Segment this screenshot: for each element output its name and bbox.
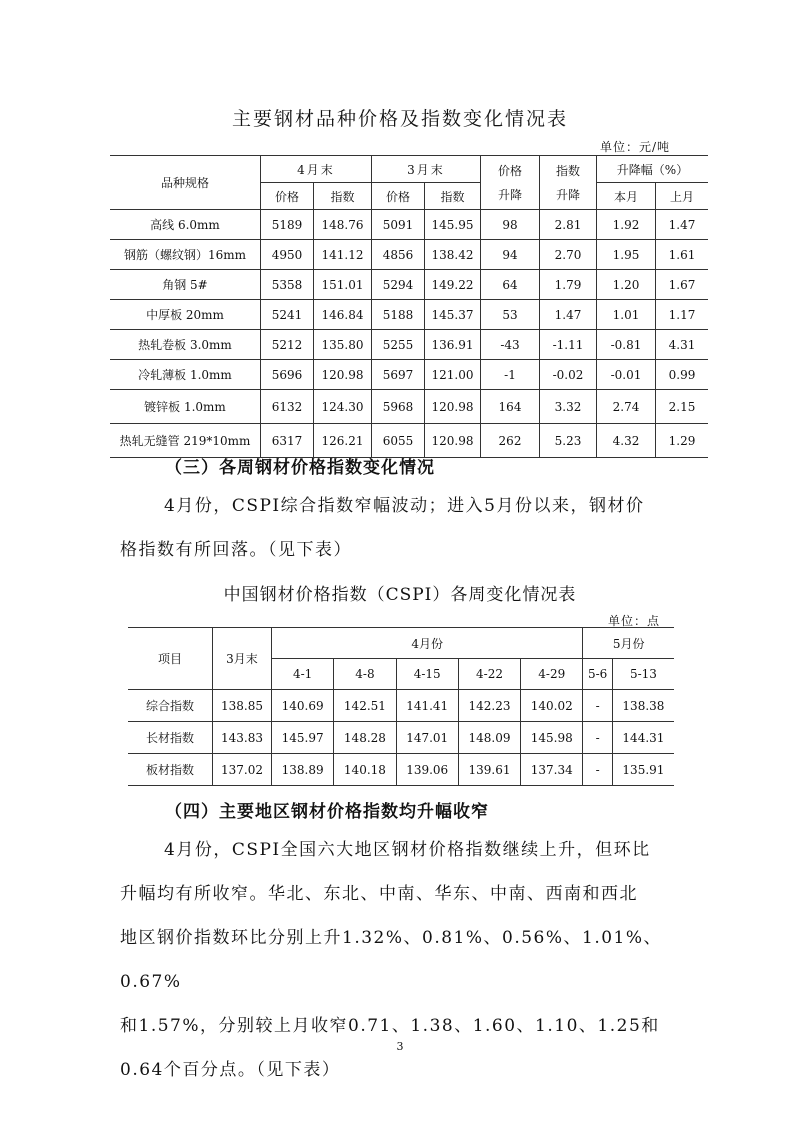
april-week-cell: 139.06 xyxy=(396,754,458,786)
index-name-cell: 板材指数 xyxy=(128,754,213,786)
table-row xyxy=(110,390,708,424)
section3-line-2: 格指数有所回落。（见下表） xyxy=(120,540,352,560)
week-header-apr: 4-22 xyxy=(458,659,520,690)
table2-unit: 单位：点 xyxy=(608,614,661,628)
product-name-cell: 钢筋（螺纹钢）16mm xyxy=(110,240,261,270)
apr-index-cell: 146.84 xyxy=(314,300,372,330)
pct-last-month-cell: 1.47 xyxy=(656,210,709,240)
product-name-cell: 角钢 5# xyxy=(110,270,261,300)
apr-price-cell: 4950 xyxy=(261,240,314,270)
subheader-apr-price: 价格 xyxy=(261,183,314,210)
april-week-cell: 137.34 xyxy=(521,754,583,786)
subheader-mar-index: 指数 xyxy=(425,183,481,210)
apr-price-cell: 5358 xyxy=(261,270,314,300)
subheader-last-month: 上月 xyxy=(656,183,709,210)
price-change-cell: -1 xyxy=(481,360,540,390)
mar-price-cell: 5697 xyxy=(372,360,425,390)
mar-price-cell: 5294 xyxy=(372,270,425,300)
pct-last-month-cell: 1.61 xyxy=(656,240,709,270)
price-change-cell: 262 xyxy=(481,424,540,458)
apr-index-cell: 151.01 xyxy=(314,270,372,300)
price-change-cell: 98 xyxy=(481,210,540,240)
mar-price-cell: 4856 xyxy=(372,240,425,270)
mar-price-cell: 5188 xyxy=(372,300,425,330)
table2-title: 中国钢材价格指数（CSPI）各周变化情况表 xyxy=(223,585,577,605)
section4-line-3: 地区钢价指数环比分别上升1.32%、0.81%、0.56%、1.01%、0.67% xyxy=(120,928,663,992)
week-header-apr: 4-15 xyxy=(396,659,458,690)
pct-this-month-cell: -0.01 xyxy=(597,360,656,390)
header-mar-end: 3月末 xyxy=(372,156,481,183)
price-change-cell: -43 xyxy=(481,330,540,360)
table1-header-row xyxy=(110,156,708,183)
index-change-cell: 1.79 xyxy=(540,270,597,300)
table1-body xyxy=(110,210,708,458)
table-row xyxy=(110,240,708,270)
product-name-cell: 中厚板 20mm xyxy=(110,300,261,330)
price-change-cell: 53 xyxy=(481,300,540,330)
april-week-cell: 142.51 xyxy=(334,690,396,722)
steel-price-table xyxy=(110,155,708,458)
section3-heading: （三）各周钢材价格指数变化情况 xyxy=(165,458,435,478)
apr-index-cell: 126.21 xyxy=(314,424,372,458)
price-change-cell: 64 xyxy=(481,270,540,300)
apr-price-cell: 5189 xyxy=(261,210,314,240)
page-number: 3 xyxy=(396,1040,404,1053)
april-week-cell: 148.28 xyxy=(334,722,396,754)
april-week-cell: 147.01 xyxy=(396,722,458,754)
table1-unit: 单位：元/吨 xyxy=(600,140,671,154)
index-change-cell: 1.47 xyxy=(540,300,597,330)
pct-last-month-cell: 0.99 xyxy=(656,360,709,390)
subheader-this-month: 本月 xyxy=(597,183,656,210)
pct-this-month-cell: 1.20 xyxy=(597,270,656,300)
header-price-change: 价格 升降 xyxy=(481,156,540,210)
apr-price-cell: 5696 xyxy=(261,360,314,390)
table-row xyxy=(110,360,708,390)
apr-price-cell: 5241 xyxy=(261,300,314,330)
price-change-cell: 94 xyxy=(481,240,540,270)
pct-last-month-cell: 1.17 xyxy=(656,300,709,330)
product-name-cell: 镀锌板 1.0mm xyxy=(110,390,261,424)
mar-price-cell: 5255 xyxy=(372,330,425,360)
pct-this-month-cell: 1.92 xyxy=(597,210,656,240)
header-product: 品种规格 xyxy=(110,156,261,210)
apr-index-cell: 141.12 xyxy=(314,240,372,270)
april-week-cell: 138.89 xyxy=(272,754,334,786)
section4-line-2: 升幅均有所收窄。华北、东北、中南、华东、中南、西南和西北 xyxy=(120,884,638,904)
section4-line-1: 4月份，CSPI全国六大地区钢材价格指数继续上升，但环比 xyxy=(164,840,651,860)
table2-header-row xyxy=(128,628,674,659)
may-week-cell: 138.38 xyxy=(612,690,674,722)
pct-this-month-cell: -0.81 xyxy=(597,330,656,360)
pct-this-month-cell: 2.74 xyxy=(597,390,656,424)
index-change-cell: -1.11 xyxy=(540,330,597,360)
header-mar-end: 3月末 xyxy=(213,628,272,690)
product-name-cell: 高线 6.0mm xyxy=(110,210,261,240)
mar-price-cell: 5968 xyxy=(372,390,425,424)
mar-index-cell: 149.22 xyxy=(425,270,481,300)
mar-price-cell: 5091 xyxy=(372,210,425,240)
table-row xyxy=(128,754,674,786)
pct-this-month-cell: 1.01 xyxy=(597,300,656,330)
mar-index-cell: 120.98 xyxy=(425,424,481,458)
pct-last-month-cell: 1.67 xyxy=(656,270,709,300)
pct-last-month-cell: 2.15 xyxy=(656,390,709,424)
april-week-cell: 142.23 xyxy=(458,690,520,722)
apr-index-cell: 120.98 xyxy=(314,360,372,390)
section3-line-1: 4月份，CSPI综合指数窄幅波动；进入5月份以来，钢材价 xyxy=(164,496,645,516)
april-week-cell: 145.98 xyxy=(521,722,583,754)
april-week-cell: 140.18 xyxy=(334,754,396,786)
april-week-cell: 145.97 xyxy=(272,722,334,754)
may-week-cell: - xyxy=(583,722,612,754)
header-apr-end: 4月末 xyxy=(261,156,372,183)
week-header-may: 5-6 xyxy=(583,659,612,690)
april-week-cell: 140.02 xyxy=(521,690,583,722)
table1-title: 主要钢材品种价格及指数变化情况表 xyxy=(231,108,568,130)
table-row xyxy=(128,690,674,722)
may-week-cell: - xyxy=(583,690,612,722)
index-change-cell: 5.23 xyxy=(540,424,597,458)
index-change-cell: -0.02 xyxy=(540,360,597,390)
mar-index-cell: 145.37 xyxy=(425,300,481,330)
mar-end-cell: 138.85 xyxy=(213,690,272,722)
table-row xyxy=(110,210,708,240)
pct-this-month-cell: 4.32 xyxy=(597,424,656,458)
mar-index-cell: 121.00 xyxy=(425,360,481,390)
pct-last-month-cell: 1.29 xyxy=(656,424,709,458)
index-name-cell: 综合指数 xyxy=(128,690,213,722)
section3-paragraph xyxy=(120,484,680,572)
price-change-cell: 164 xyxy=(481,390,540,424)
product-name-cell: 热轧无缝管 219*10mm xyxy=(110,424,261,458)
table-row xyxy=(128,722,674,754)
table-row xyxy=(110,300,708,330)
mar-index-cell: 120.98 xyxy=(425,390,481,424)
apr-price-cell: 6132 xyxy=(261,390,314,424)
header-item: 项目 xyxy=(128,628,213,690)
may-week-cell: 135.91 xyxy=(612,754,674,786)
index-name-cell: 长材指数 xyxy=(128,722,213,754)
april-week-cell: 148.09 xyxy=(458,722,520,754)
may-week-cell: 144.31 xyxy=(612,722,674,754)
mar-index-cell: 136.91 xyxy=(425,330,481,360)
header-may: 5月份 xyxy=(583,628,674,659)
mar-index-cell: 138.42 xyxy=(425,240,481,270)
mar-index-cell: 145.95 xyxy=(425,210,481,240)
week-header-may: 5-13 xyxy=(612,659,674,690)
index-change-cell: 2.81 xyxy=(540,210,597,240)
apr-index-cell: 135.80 xyxy=(314,330,372,360)
product-name-cell: 热轧卷板 3.0mm xyxy=(110,330,261,360)
subheader-mar-price: 价格 xyxy=(372,183,425,210)
may-week-cell: - xyxy=(583,754,612,786)
subheader-apr-index: 指数 xyxy=(314,183,372,210)
week-header-apr: 4-8 xyxy=(334,659,396,690)
index-change-cell: 3.32 xyxy=(540,390,597,424)
section4-line-5: 0.64个百分点。（见下表） xyxy=(120,1060,341,1080)
table2-body xyxy=(128,690,674,786)
mar-price-cell: 6055 xyxy=(372,424,425,458)
index-change-cell: 2.70 xyxy=(540,240,597,270)
header-index-change: 指数 升降 xyxy=(540,156,597,210)
april-week-cell: 140.69 xyxy=(272,690,334,722)
april-week-cell: 139.61 xyxy=(458,754,520,786)
header-april: 4月份 xyxy=(272,628,583,659)
mar-end-cell: 137.02 xyxy=(213,754,272,786)
section4-heading: （四）主要地区钢材价格指数均升幅收窄 xyxy=(165,802,489,822)
apr-price-cell: 6317 xyxy=(261,424,314,458)
pct-last-month-cell: 4.31 xyxy=(656,330,709,360)
header-pct-change: 升降幅（%） xyxy=(597,156,709,183)
cspi-weekly-table xyxy=(128,627,674,786)
product-name-cell: 冷轧薄板 1.0mm xyxy=(110,360,261,390)
week-header-apr: 4-29 xyxy=(521,659,583,690)
table-row xyxy=(110,270,708,300)
table-row xyxy=(110,330,708,360)
apr-index-cell: 148.76 xyxy=(314,210,372,240)
april-week-cell: 141.41 xyxy=(396,690,458,722)
mar-end-cell: 143.83 xyxy=(213,722,272,754)
week-header-apr: 4-1 xyxy=(272,659,334,690)
apr-price-cell: 5212 xyxy=(261,330,314,360)
apr-index-cell: 124.30 xyxy=(314,390,372,424)
pct-this-month-cell: 1.95 xyxy=(597,240,656,270)
section4-line-4: 和1.57%，分别较上月收窄0.71、1.38、1.60、1.10、1.25和 xyxy=(120,1016,660,1036)
